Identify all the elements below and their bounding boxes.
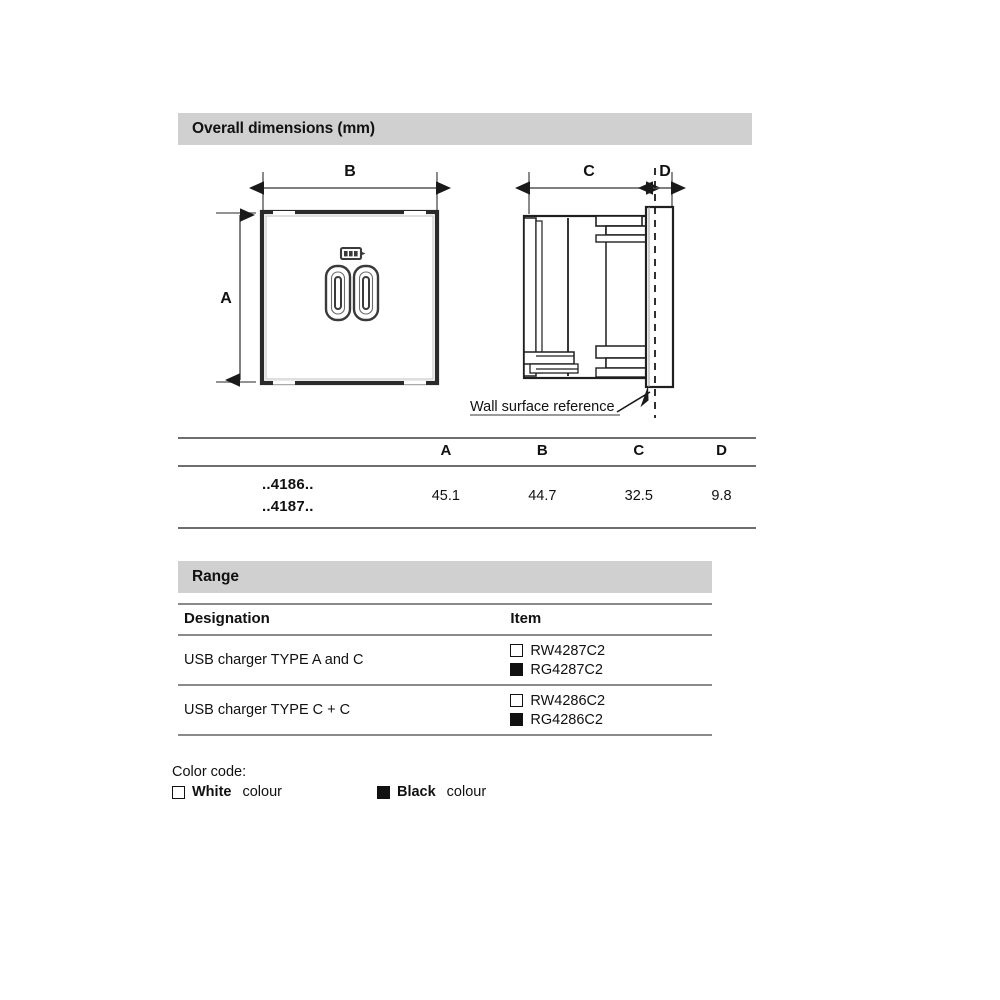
battery-charging-icon (341, 248, 366, 259)
black-word: colour (446, 784, 487, 800)
item-code: RG4287C2 (530, 661, 603, 678)
front-faceplate (262, 211, 437, 385)
black-swatch-icon (377, 786, 390, 799)
black-swatch-icon (510, 713, 523, 726)
range-items (498, 685, 712, 735)
list-item (510, 710, 712, 729)
list-item (510, 691, 712, 710)
list-item (510, 641, 712, 660)
dimension-table-header-row (178, 439, 756, 466)
range-col-item: Item (498, 604, 712, 635)
list-item (510, 660, 712, 679)
range-items (498, 635, 712, 685)
dimension-col-d: D (687, 439, 756, 466)
range-col-designation: Designation (178, 604, 498, 635)
overall-dimensions-title: Overall dimensions (mm) (192, 120, 375, 137)
white-label: White (192, 784, 232, 800)
item-code: RG4286C2 (530, 711, 603, 728)
dimension-value-c: 32.5 (591, 466, 687, 528)
dimension-col-b: B (494, 439, 590, 466)
item-code: RW4286C2 (530, 692, 606, 709)
dimension-col-c: C (591, 439, 687, 466)
dimension-label-b: B (344, 163, 356, 180)
usb-c-port-icon (326, 266, 350, 320)
code-line-2: ..4187.. (261, 497, 314, 515)
range-header (178, 561, 712, 593)
range-title: Range (192, 568, 239, 585)
wall-reference-note: Wall surface reference (470, 399, 615, 415)
white-swatch-icon (172, 786, 185, 799)
dimension-label-c: C (583, 163, 595, 180)
item-code: RW4287C2 (530, 642, 606, 659)
usb-c-port-icon (354, 266, 378, 320)
range-designation: USB charger TYPE A and C (178, 635, 498, 685)
white-word: colour (242, 784, 282, 800)
color-code-row (172, 784, 592, 800)
overall-dimensions-header (178, 113, 752, 145)
range-table (178, 603, 712, 736)
dimension-value-a: 45.1 (398, 466, 494, 528)
color-code-legend (172, 764, 592, 800)
white-swatch-icon (510, 644, 523, 657)
range-table-header-row (178, 604, 712, 635)
side-view-body (524, 216, 652, 378)
front-view-dimension-a (216, 213, 256, 382)
white-swatch-icon (510, 694, 523, 707)
color-code-title: Color code: (172, 764, 247, 780)
code-line-1: ..4186.. (261, 476, 314, 493)
dimension-col-a: A (398, 439, 494, 466)
dimension-label-a: A (220, 290, 232, 307)
black-label: Black (396, 784, 436, 800)
color-code-black (377, 784, 486, 800)
front-view-dimension-b (263, 172, 437, 212)
dimension-table (178, 437, 756, 529)
table-row (178, 635, 712, 685)
black-swatch-icon (510, 663, 523, 676)
dimension-value-d: 9.8 (687, 466, 756, 528)
dimension-col-blank (178, 439, 398, 466)
table-row (178, 466, 756, 528)
color-code-white (172, 784, 282, 800)
side-view-extension-lines (529, 172, 672, 214)
wall-reference-leader (617, 392, 650, 412)
range-designation: USB charger TYPE C + C (178, 685, 498, 735)
side-view-faceplate (646, 207, 673, 387)
table-row (178, 685, 712, 735)
dimension-value-b: 44.7 (494, 466, 590, 528)
dimension-label-d: D (659, 163, 671, 180)
dimension-row-codes (178, 466, 398, 528)
